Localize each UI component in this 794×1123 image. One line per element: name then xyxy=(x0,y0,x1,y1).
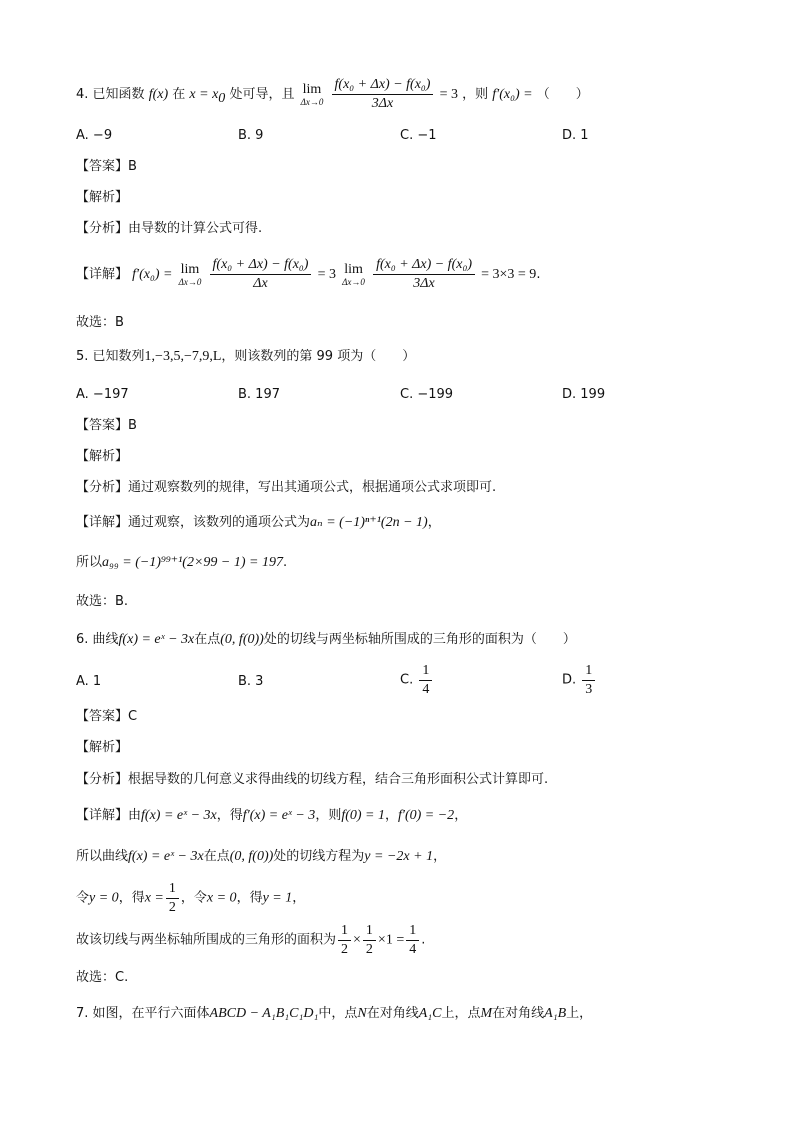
q6-option-c: C. $\frac{1}{4}$ xyxy=(400,662,434,699)
q4-option-d: D. 1 xyxy=(562,128,589,143)
q6-option-c-fraction: $\frac{1}{4}$ xyxy=(419,662,432,699)
q5-stem: 5. 已知数列1,−3,5,−7,9,L，则该数列的第 99 项为（ ） xyxy=(76,349,416,364)
q4-option-a: A. −9 xyxy=(76,128,113,143)
q4-analysis-title: 【解析】 xyxy=(76,190,129,205)
q4-fraction: $\frac{\text{f(x₀ + Δx) − f(x₀)}}{3\Delta x}$ xyxy=(332,76,434,113)
q6-x3-fraction: $\frac{1}{2}$ xyxy=(166,880,179,917)
q4-d-lhs: f′(x₀) = xyxy=(132,267,173,282)
q4-paren: （ ） xyxy=(536,87,589,102)
q5-option-d: D. 199 xyxy=(562,387,606,402)
q6-fenxi: 【分析】根据导数的几何意义求得曲线的切线方程，结合三角形面积公式计算即可. xyxy=(76,772,549,787)
q4-stem-mid3: ，则 xyxy=(462,87,489,102)
q4-stem xyxy=(76,76,589,113)
q5-xiangjie: 【详解】通过观察，该数列的通项公式为aₙ = (−1)ⁿ⁺¹(2n − 1)， xyxy=(76,515,441,530)
q6-option-d: D. $\frac{1}{3}$ xyxy=(562,662,597,699)
q4-d-fraction2: $\frac{\text{f(x₀ + Δx) − f(x₀)}}{3\Delta x}$ xyxy=(373,256,475,293)
q6-x4-fraction-2: $\frac{1}{2}$ xyxy=(363,922,376,959)
q6-xiangjie-1: 【详解】由f(x) = eˣ − 3x，得f′(x) = eˣ − 3，则f(0) = 1，f′(0) = −2， xyxy=(76,808,468,823)
q4-fx: f(x) xyxy=(148,87,169,102)
q5-conclusion: 故选：B. xyxy=(76,594,129,609)
q5-xiangjie-2: 所以a₉₉ = (−1)⁹⁹⁺¹(2×99 − 1) = 197. xyxy=(76,555,288,570)
q6-answer: 【答案】C xyxy=(76,709,138,724)
q5-formula-a99: a₉₉ = (−1)⁹⁹⁺¹(2×99 − 1) = 197 xyxy=(102,555,283,570)
q6-option-a: A. 1 xyxy=(76,674,102,689)
q5-fenxi: 【分析】通过观察数列的规律，写出其通项公式，根据通项公式求项即可. xyxy=(76,480,497,495)
q5-sequence: 1,−3,5,−7,9,L xyxy=(144,349,222,364)
q6-point: (0, f(0)) xyxy=(220,632,264,647)
q5-option-b: B. 197 xyxy=(238,387,280,402)
q4-xiangjie-label: 【详解】 xyxy=(76,267,129,282)
q6-stem: 6. 曲线f(x) = eˣ − 3x在点(0, f(0))处的切线与两坐标轴所围成的三角形的面积为（ ） xyxy=(76,632,576,647)
q4-d-end: = 3×3 = 9 xyxy=(481,267,537,282)
q4-stem-mid1: 在 xyxy=(172,87,186,102)
q4-d-mid: = 3 xyxy=(317,267,336,282)
q5-answer-value: B xyxy=(128,418,137,433)
q6-x4-fraction-1: $\frac{1}{2}$ xyxy=(338,922,351,959)
q6-option-d-fraction: $\frac{1}{3}$ xyxy=(582,662,595,699)
q6-curve: f(x) = eˣ − 3x xyxy=(118,632,195,647)
q4-eq: = 3 xyxy=(439,87,458,102)
q4-cond: $x = x_0$ xyxy=(189,87,226,106)
q4-option-c: C. −1 xyxy=(400,128,437,143)
q4-answer-label: 【答案】 xyxy=(76,159,129,174)
q6-conclusion: 故选：C. xyxy=(76,970,129,985)
q4-d-limit1: lim Δx→0 xyxy=(178,261,202,287)
q6-option-b: B. 3 xyxy=(238,674,264,689)
q4-answer xyxy=(76,157,137,177)
q6-x4-fraction-3: $\frac{1}{4}$ xyxy=(406,922,419,959)
q4-fenxi: 【分析】由导数的计算公式可得. xyxy=(76,221,263,236)
q4-option-b: B. 9 xyxy=(238,128,264,143)
q4-target: f′(x₀) = xyxy=(492,87,533,102)
q4-answer-value: B xyxy=(128,159,137,174)
q4-stem-prefix: 4. 已知函数 xyxy=(76,87,145,102)
q5-formula-general: aₙ = (−1)ⁿ⁺¹(2n − 1) xyxy=(310,515,428,530)
q5-option-c: C. −199 xyxy=(400,387,454,402)
q6-xiangjie-4: 故该切线与两坐标轴所围成的三角形的面积为 $\frac{1}{2}$ × $\frac{1}{2}$ ×1 = $\frac{1}{4}$ . xyxy=(76,923,426,957)
q6-answer-value: C xyxy=(128,709,138,724)
q6-xiangjie-3: 令y = 0，得x = $\frac{1}{2}$ ，令x = 0，得y = 1， xyxy=(76,881,306,915)
q7-stem: 7. 如图，在平行六面体ABCD − A₁B₁C₁D₁中，点N在对角线A₁C上，点M在对角线A₁B上， xyxy=(76,1006,593,1021)
q5-option-a: A. −197 xyxy=(76,387,129,402)
q4-xiangjie: 【详解】 f′(x₀) = lim Δx→0 $\frac{\text{f(x₀ + Δx) − f(x₀)}}{\Delta x}$ = 3 lim Δx→0 $\frac{\text{f(x₀ + Δx) − f(x₀)}}{3\Delta x}$ = 3×3 = 9. xyxy=(76,257,541,291)
q4-conclusion: 故选：B xyxy=(76,315,124,330)
q4-d-fraction1: $\frac{\text{f(x₀ + Δx) − f(x₀)}}{\Delta x}$ xyxy=(210,256,312,293)
q6-analysis-title: 【解析】 xyxy=(76,740,129,755)
q4-limit: lim Δx→0 xyxy=(300,81,324,107)
q4-d-limit2: lim Δx→0 xyxy=(342,261,365,287)
q4-stem-mid2: 处可导，且 xyxy=(229,87,295,102)
q6-xiangjie-2: 所以曲线f(x) = eˣ − 3x在点(0, f(0))处的切线方程为y = −2x + 1， xyxy=(76,849,447,864)
q5-analysis-title: 【解析】 xyxy=(76,449,129,464)
q5-answer: 【答案】B xyxy=(76,418,137,433)
